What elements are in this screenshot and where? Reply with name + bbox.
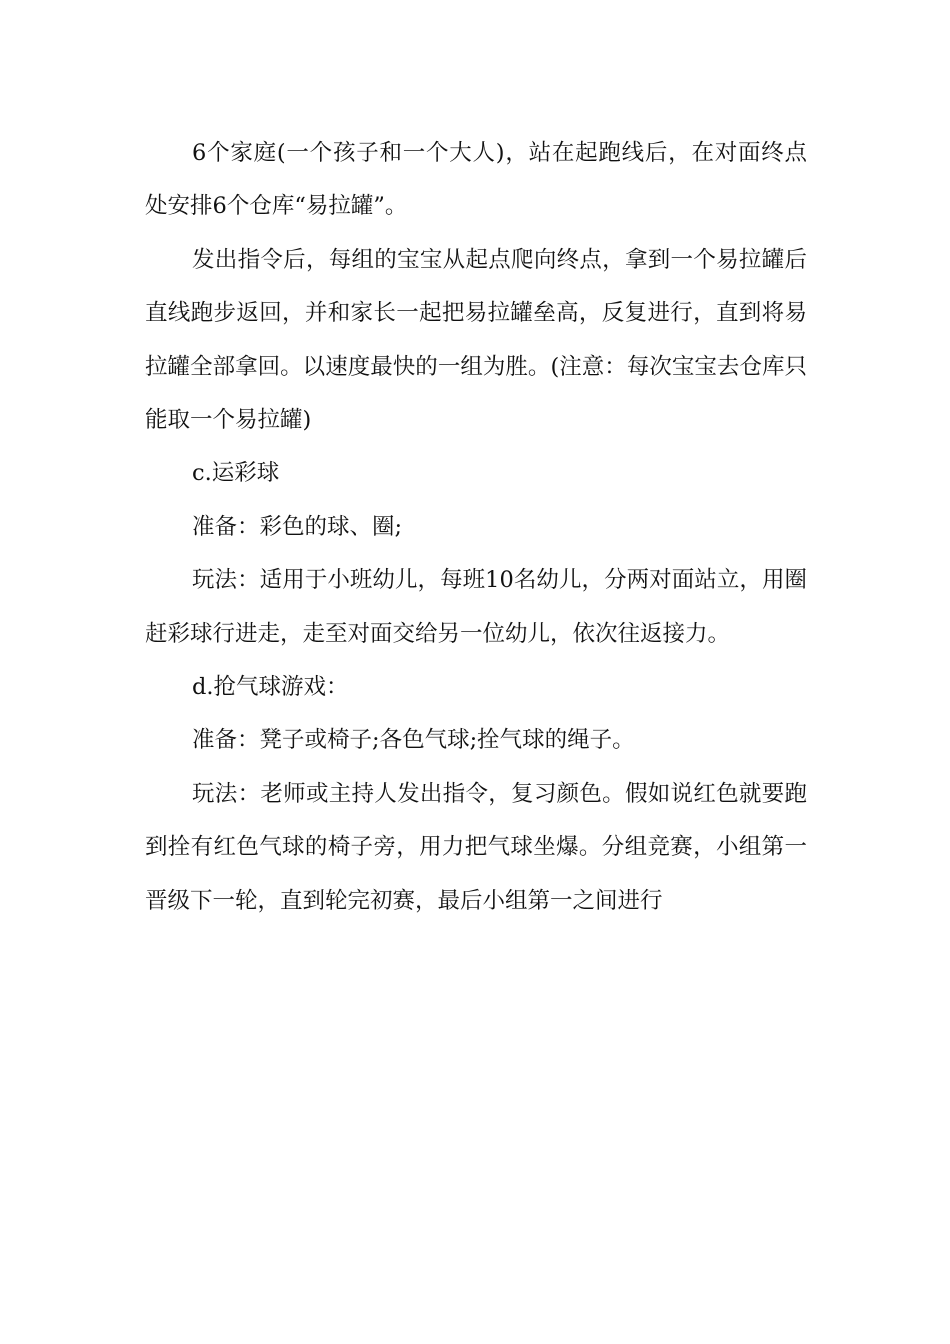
paragraph-color-ball-prep: 准备：彩色的球、圈; [192,513,403,540]
section-heading-color-ball: c.运彩球 [192,460,280,487]
section-heading-balloon-game: d.抢气球游戏： [192,674,349,701]
paragraph-game-rules: 发出指令后，每组的宝宝从起点爬向终点，拿到一个易拉罐后直线跑步返回，并和家长一起把易拉罐垒高，反复进行，直到将易拉罐全部拿回。以速度最快的一组为胜。(注意：每次宝宝去仓库只能取一个易拉罐) [145,246,807,434]
paragraph-color-ball-play: 玩法：适用于小班幼儿，每班10名幼儿，分两对面站立，用圈赶彩球行进走，走至对面交给另一位幼儿，依次往返接力。 [145,567,807,647]
document-body [145,127,807,928]
paragraph-balloon-prep: 准备：凳子或椅子;各色气球;拴气球的绳子。 [192,727,635,754]
paragraph-family-setup: 6个家庭(一个孩子和一个大人)，站在起跑线后，在对面终点处安排6个仓库“易拉罐”。 [145,140,807,220]
paragraph-balloon-play: 玩法：老师或主持人发出指令，复习颜色。假如说红色就要跑到拴有红色气球的椅子旁，用力把气球坐爆。分组竞赛，小组第一晋级下一轮，直到轮完初赛，最后小组第一之间进行 [145,780,807,914]
